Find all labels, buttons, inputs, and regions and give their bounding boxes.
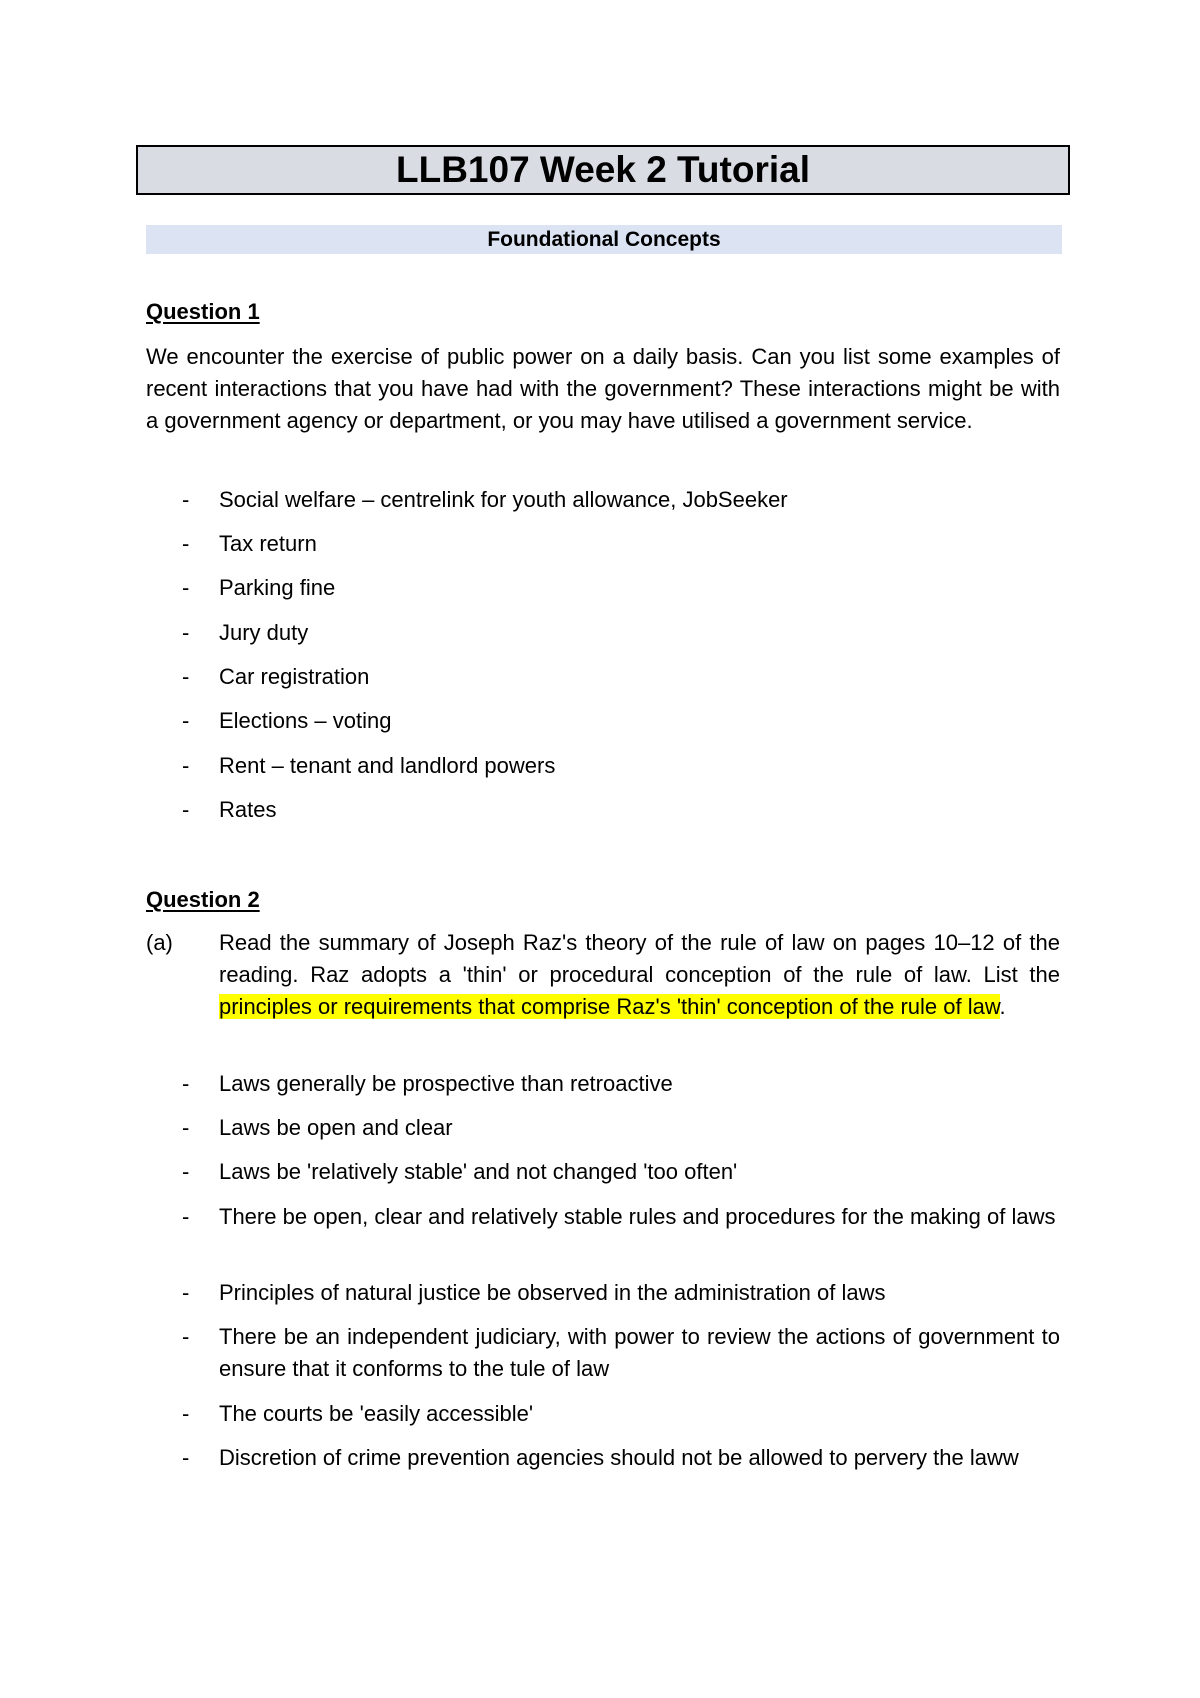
dash-bullet: - [182,797,190,822]
list-item-text: Elections – voting [219,708,392,733]
dash-bullet: - [182,1280,190,1305]
question-2-heading: Question 2 [146,887,260,912]
list-item-text: Rent – tenant and landlord powers [219,753,556,778]
list-item-text: Tax return [219,531,317,556]
dash-bullet: - [182,620,190,645]
list-item-text: Discretion of crime prevention agencies should not be allowed to pervery the laww [219,1445,1019,1470]
highlighted-text: principles or requirements that comprise Raz's 'thin' conception of the rule of law [219,994,1000,1019]
document-subtitle: Foundational Concepts [146,225,1062,254]
list-item-text: Jury duty [219,620,309,645]
dash-bullet: - [182,1159,190,1184]
prompt-text-end: . [999,994,1006,1019]
dash-bullet: - [182,1324,190,1349]
dash-bullet: - [182,753,190,778]
dash-bullet: - [182,575,190,600]
list-item-text: Principles of natural justice be observed in the administration of laws [219,1280,886,1305]
list-item-text: There be an independent judiciary, with power to review the actions of government to ensure that it conforms to the tule of law [219,1324,1060,1381]
dash-bullet: - [182,487,190,512]
question-2-part-a-prompt [219,927,1060,1023]
list-item-text: Car registration [219,664,370,689]
list-item-text: Laws be 'relatively stable' and not changed 'too often' [219,1159,738,1184]
list-item-text: Rates [219,797,277,822]
dash-bullet: - [182,1204,190,1229]
prompt-text: Read the summary of Joseph Raz's theory of the rule of law on pages 10–12 of the reading. Raz adopts a 'thin' or procedural conception of the rule of law. List the [219,930,1060,987]
question-1-heading: Question 1 [146,299,260,324]
dash-bullet: - [182,1445,190,1470]
dash-bullet: - [182,708,190,733]
dash-bullet: - [182,531,190,556]
dash-bullet: - [182,1071,190,1096]
list-item-text: The courts be 'easily accessible' [219,1401,534,1426]
dash-bullet: - [182,1401,190,1426]
dash-bullet: - [182,1115,190,1140]
question-2-part-a-label: (a) [146,930,173,955]
list-item-text: Parking fine [219,575,336,600]
question-1-prompt: We encounter the exercise of public power on a daily basis. Can you list some examples of recent interactions that you have had with the government? These interactions might be with a government agency or department, or you may have utilised a government service. [146,344,1060,433]
document-title: LLB107 Week 2 Tutorial [136,145,1070,195]
list-item-text: Social welfare – centrelink for youth allowance, JobSeeker [219,487,788,512]
list-item-text: Laws generally be prospective than retroactive [219,1071,673,1096]
list-item-text: Laws be open and clear [219,1115,453,1140]
list-item-text: There be open, clear and relatively stable rules and procedures for the making of laws [219,1204,1056,1229]
dash-bullet: - [182,664,190,689]
